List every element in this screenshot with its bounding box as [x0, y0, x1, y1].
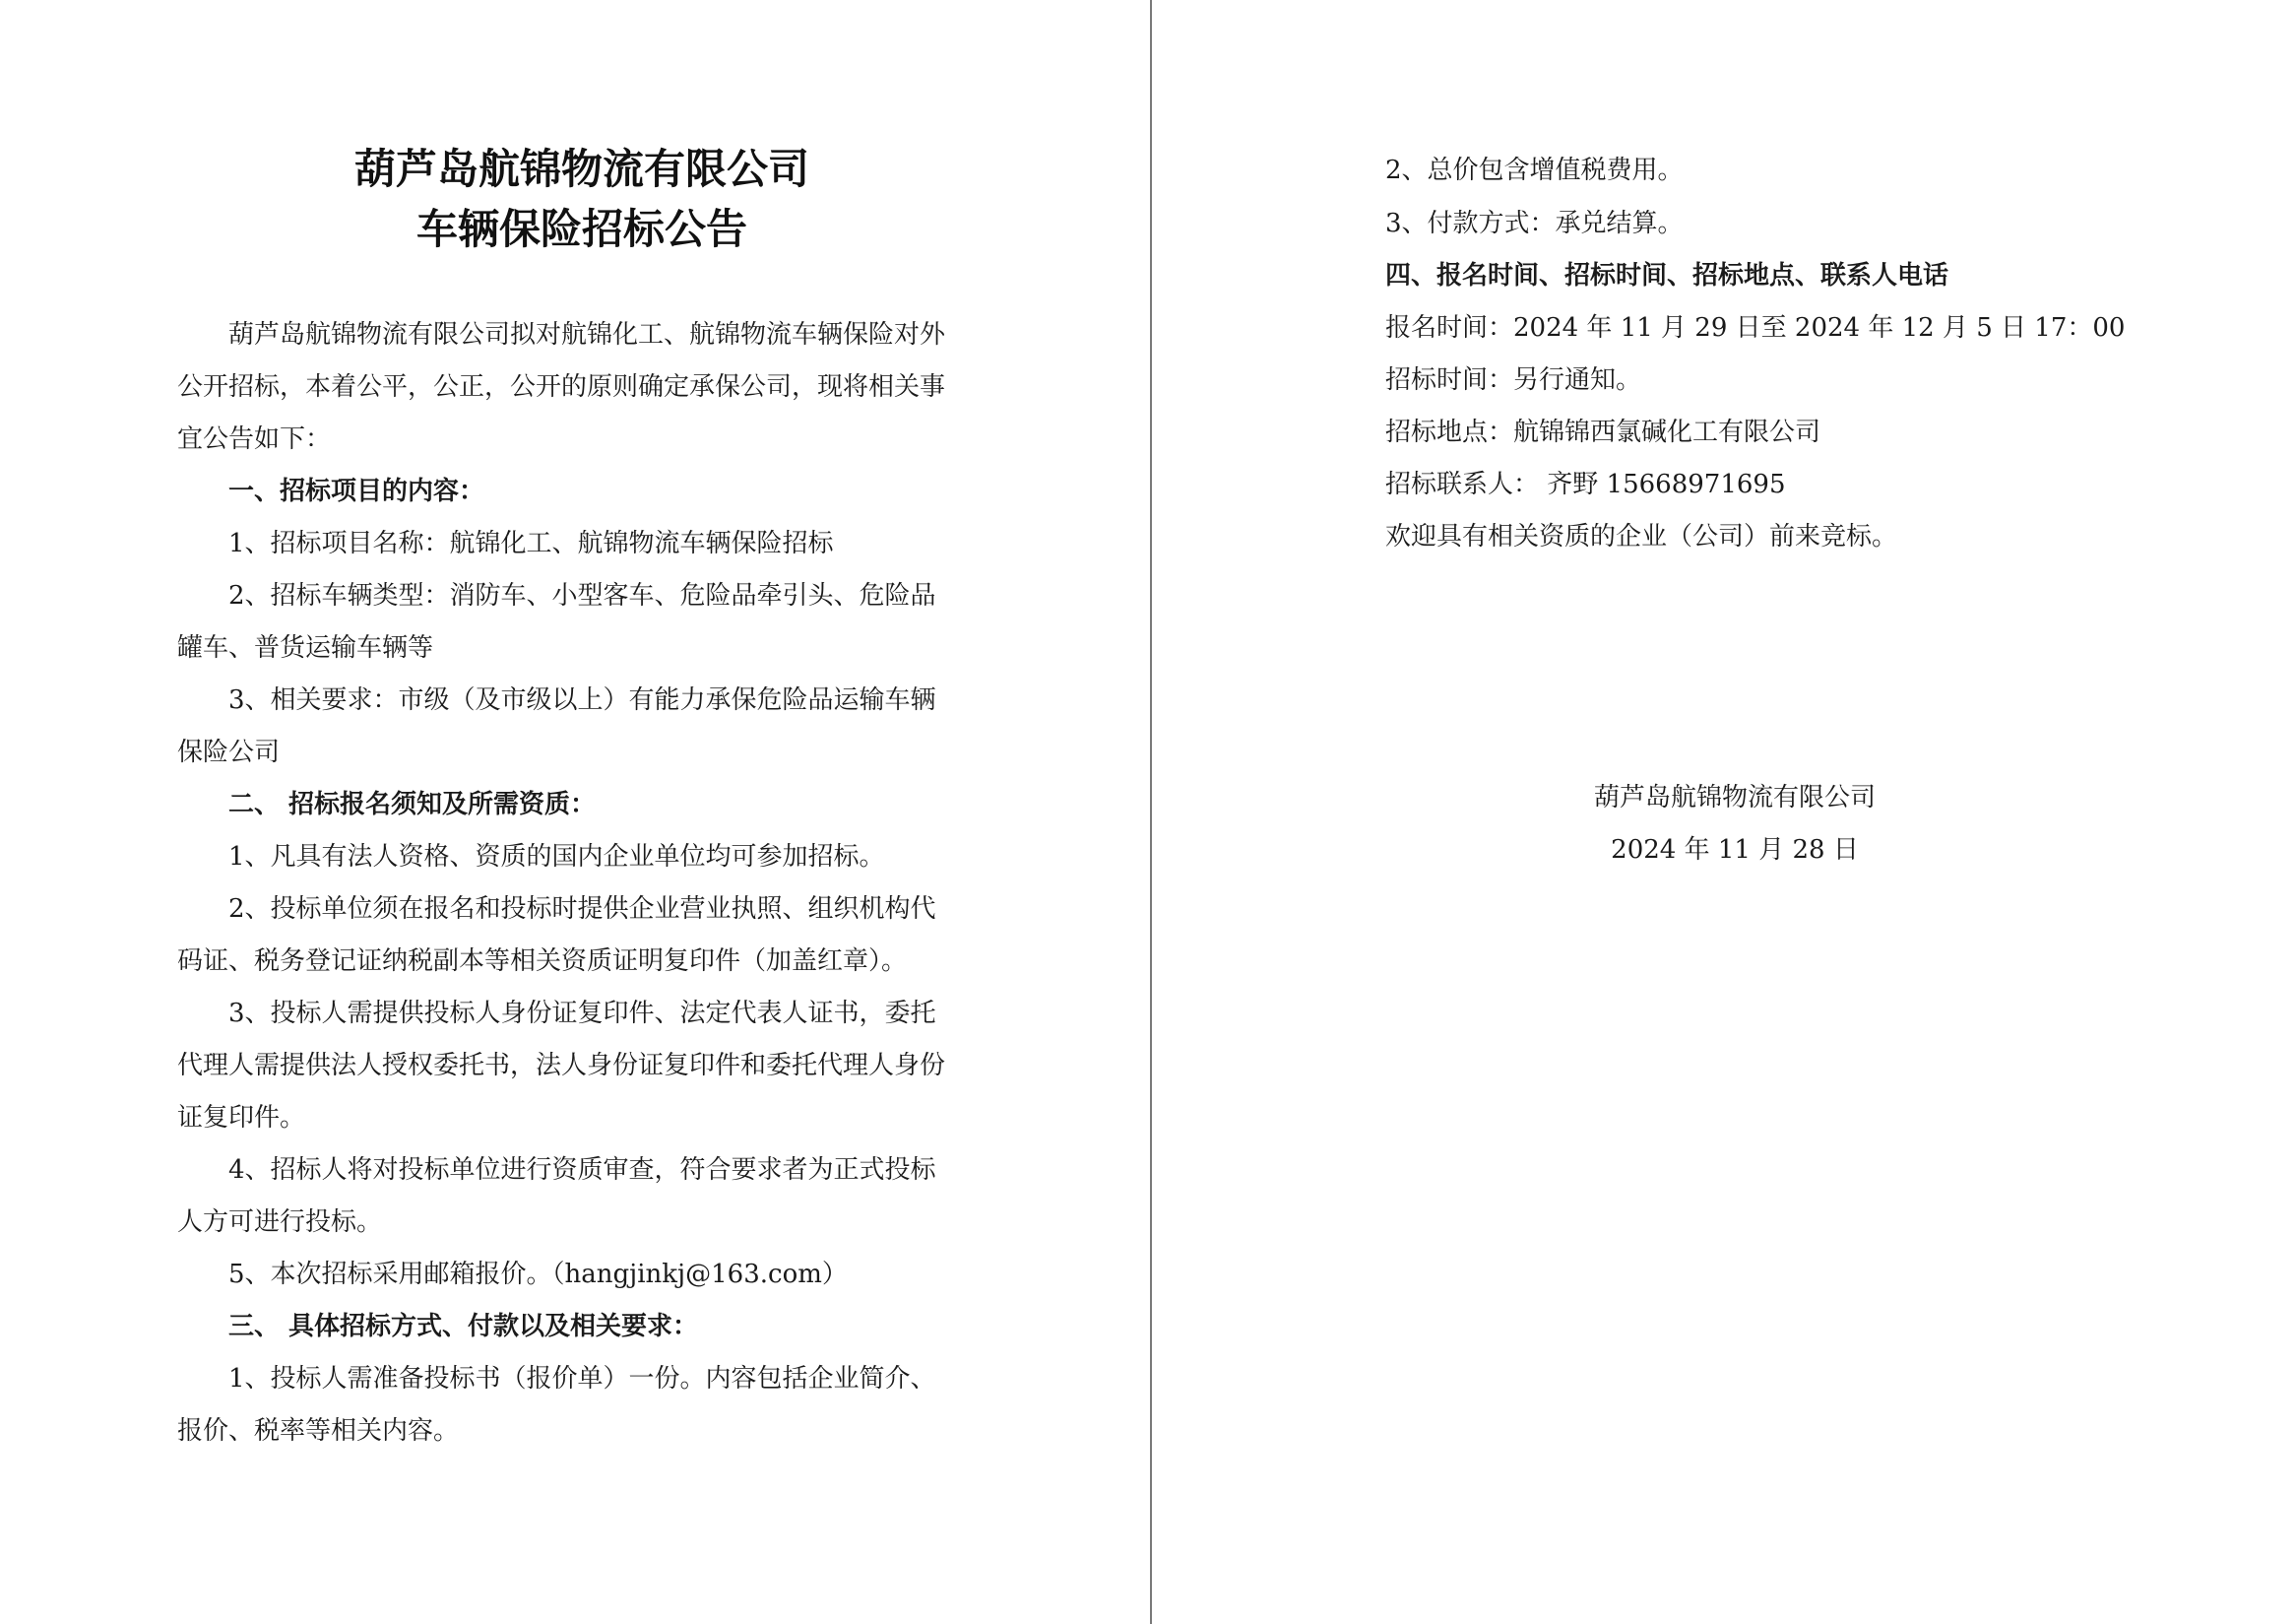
- section-3-item: 1、投标人需准备投标书（报价单）一份。内容包括企业简介、: [228, 1364, 936, 1394]
- section-2-item: 代理人需提供法人授权委托书，法人身份证复印件和委托代理人身份: [177, 1051, 946, 1080]
- tender-time: 招标时间：另行通知。: [1385, 365, 1642, 395]
- section-1-item: 保险公司: [177, 738, 281, 767]
- section-2-item: 1、凡具有法人资格、资质的国内企业单位均可参加招标。: [228, 842, 885, 872]
- section-3-item: 报价、税率等相关内容。: [177, 1416, 460, 1446]
- section-3-heading: 三、 具体招标方式、付款以及相关要求：: [228, 1312, 699, 1341]
- section-2-heading: 二、 招标报名须知及所需资质：: [228, 790, 597, 819]
- intro-line: 宜公告如下：: [177, 424, 332, 454]
- page-divider: [1150, 0, 1152, 1624]
- title-announcement: 车辆保险招标公告: [415, 205, 747, 253]
- intro-line: 葫芦岛航锦物流有限公司拟对航锦化工、航锦物流车辆保险对外: [228, 320, 946, 350]
- section-2-item: 3、投标人需提供投标人身份证复印件、法定代表人证书，委托: [228, 999, 936, 1028]
- intro-line: 公开招标，本着公平，公正，公开的原则确定承保公司，现将相关事: [177, 372, 946, 402]
- section-2-item: 码证、税务登记证纳税副本等相关资质证明复印件（加盖红章）。: [177, 946, 908, 976]
- section-1-item: 罐车、普货运输车辆等: [177, 633, 434, 663]
- section-2-item: 2、投标单位须在报名和投标时提供企业营业执照、组织机构代: [228, 894, 936, 924]
- section-1-item: 1、招标项目名称：航锦化工、航锦物流车辆保险招标: [228, 529, 834, 558]
- registration-time: 报名时间：2024 年 11 月 29 日至 2024 年 12 月 5 日 17：00: [1385, 313, 2126, 343]
- left-page: [177, 0, 987, 1624]
- signature-company: 葫芦岛航锦物流有限公司: [1593, 783, 1876, 812]
- section-2-item: 证复印件。: [177, 1103, 306, 1133]
- section-4-heading: 四、报名时间、招标时间、招标地点、联系人电话: [1385, 261, 1949, 291]
- tender-location: 招标地点：航锦锦西氯碱化工有限公司: [1385, 418, 1821, 447]
- section-1-item: 2、招标车辆类型：消防车、小型客车、危险品牵引头、危险品: [228, 581, 936, 611]
- section-3-item: 3、付款方式：承兑结算。: [1385, 209, 1684, 238]
- welcome-note: 欢迎具有相关资质的企业（公司）前来竞标。: [1385, 522, 1898, 552]
- signature-date: 2024 年 11 月 28 日: [1611, 835, 1859, 865]
- section-1-item: 3、相关要求：市级（及市级以上）有能力承保危险品运输车辆: [228, 685, 936, 715]
- section-3-item: 2、总价包含增值税费用。: [1385, 156, 1684, 185]
- right-page: [1385, 0, 2126, 1624]
- section-1-heading: 一、招标项目的内容：: [228, 477, 485, 506]
- title-company: 葫芦岛航锦物流有限公司: [353, 145, 809, 193]
- section-2-item: 5、本次招标采用邮箱报价。（hangjinkj@163.com）: [228, 1260, 848, 1289]
- section-2-item: 人方可进行投标。: [177, 1207, 383, 1237]
- section-2-item: 4、招标人将对投标单位进行资质审查，符合要求者为正式投标: [228, 1155, 936, 1185]
- contact-person: 招标联系人： 齐野 15668971695: [1385, 470, 1786, 499]
